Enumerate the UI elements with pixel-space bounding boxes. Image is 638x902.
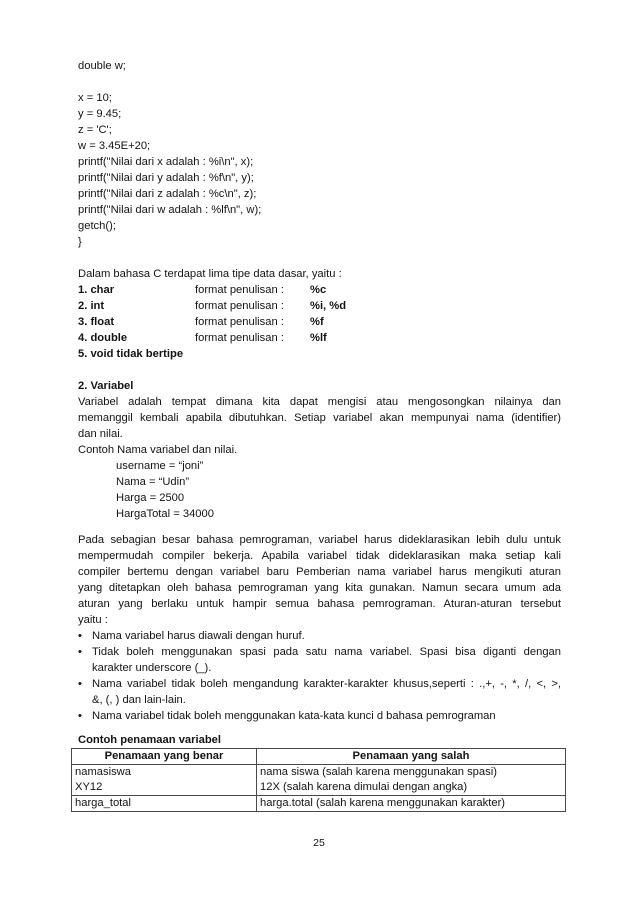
table-cell xyxy=(72,765,257,796)
paragraph-line: mempermudah compiler bekerja. Apabila variabel tidak dideklarasikan maka setiap kali xyxy=(78,550,561,562)
code-line: w = 3.45E+20; xyxy=(78,140,151,152)
type-format: %c xyxy=(310,284,327,296)
table-row xyxy=(72,796,566,812)
code-line: printf("Nilai dari w adalah : %lf\n", w); xyxy=(78,204,262,216)
bullet-icon: • xyxy=(78,646,82,658)
table-cell: harga_total xyxy=(72,796,257,812)
cell-text: 12X (salah karena dimulai dengan angka) xyxy=(260,781,468,793)
cell-text: XY12 xyxy=(75,781,103,793)
code-line: } xyxy=(78,236,82,248)
example-item: username = “joni” xyxy=(116,460,204,472)
list-item-text: &, (, ) dan lain-lain. xyxy=(92,694,186,706)
list-item-text: karakter underscore (_). xyxy=(92,662,212,674)
naming-table xyxy=(71,748,566,812)
paragraph-line: yang ditetapkan oleh bahasa pemrograman yang kita gunakan. Namun secara umum ada xyxy=(78,582,561,594)
example-item: HargaTotal = 34000 xyxy=(116,508,214,520)
bullet-icon: • xyxy=(78,630,82,642)
type-name: 3. float xyxy=(78,316,115,328)
type-format-label: format penulisan : xyxy=(195,316,284,328)
table-header-row xyxy=(72,749,566,765)
table-cell xyxy=(257,765,566,796)
type-name: 2. int xyxy=(78,300,105,312)
list-item-text: Nama variabel tidak boleh menggunakan kata-kata kunci d bahasa pemrograman xyxy=(92,710,496,722)
code-line: printf("Nilai dari z adalah : %c\n", z); xyxy=(78,188,257,200)
paragraph-line: compiler bertemu dengan variabel baru Pemberian nama variabel harus mengikuti aturan xyxy=(78,566,561,578)
list-item-text: Nama variabel tidak boleh mengandung karakter-karakter khusus,seperti : .,+, -, *, /, <, >, xyxy=(92,678,561,690)
type-name: 1. char xyxy=(78,284,115,296)
code-line: printf("Nilai dari y adalah : %f\n", y); xyxy=(78,172,254,184)
code-line: x = 10; xyxy=(78,92,112,104)
column-header: Penamaan yang salah xyxy=(257,749,566,765)
example-item: Harga = 2500 xyxy=(116,492,185,504)
type-format-label: format penulisan : xyxy=(195,300,284,312)
code-line: double w; xyxy=(78,60,126,72)
list-item-text: Nama variabel harus diawali dengan huruf. xyxy=(92,630,305,642)
type-format-label: format penulisan : xyxy=(195,284,284,296)
example-intro: Contoh Nama variabel dan nilai. xyxy=(78,444,238,456)
column-header: Penamaan yang benar xyxy=(72,749,257,765)
type-format: %f xyxy=(310,316,324,328)
paragraph-line: Pada sebagian besar bahasa pemrograman, variabel harus dideklarasikan lebih dulu untuk xyxy=(78,534,561,546)
type-format: %i, %d xyxy=(310,300,347,312)
type-format-label: format penulisan : xyxy=(195,332,284,344)
type-name: 4. double xyxy=(78,332,128,344)
bullet-icon: • xyxy=(78,710,82,722)
cell-text: nama siswa (salah karena menggunakan spasi) xyxy=(260,766,497,778)
section-heading: 2. Variabel xyxy=(78,380,134,392)
code-line: z = 'C'; xyxy=(78,124,112,136)
page-number: 25 xyxy=(313,837,325,849)
table-row xyxy=(72,765,566,796)
type-name: 5. void tidak bertipe xyxy=(78,348,184,360)
type-format: %lf xyxy=(310,332,327,344)
code-line: printf("Nilai dari x adalah : %i\n", x); xyxy=(78,156,254,168)
example-item: Nama = “Udin” xyxy=(116,476,190,488)
paragraph-line: memanggil kembali apabila dibutuhkan. Setiap variabel akan mempunyai nama (identifier) xyxy=(78,412,561,424)
types-intro: Dalam bahasa C terdapat lima tipe data dasar, yaitu : xyxy=(78,268,342,280)
cell-text: namasiswa xyxy=(75,766,131,778)
code-line: y = 9.45; xyxy=(78,108,122,120)
table-title: Contoh penamaan variabel xyxy=(78,734,221,746)
paragraph-line: aturan yang berlaku untuk hampir semua bahasa pemrograman. Aturan-aturan tersebut xyxy=(78,598,561,610)
bullet-icon: • xyxy=(78,678,82,690)
type-row xyxy=(78,282,114,298)
paragraph-line: dan nilai. xyxy=(78,428,123,440)
list-item-text: Tidak boleh menggunakan spasi pada satu nama variabel. Spasi bisa diganti dengan xyxy=(92,646,561,658)
paragraph-line: Variabel adalah tempat dimana kita dapat mengisi atau mengosongkan nilainya dan xyxy=(78,396,561,408)
code-line: getch(); xyxy=(78,220,116,232)
paragraph-line: yaitu : xyxy=(78,614,108,626)
table-cell: harga.total (salah karena menggunakan karakter) xyxy=(257,796,566,812)
